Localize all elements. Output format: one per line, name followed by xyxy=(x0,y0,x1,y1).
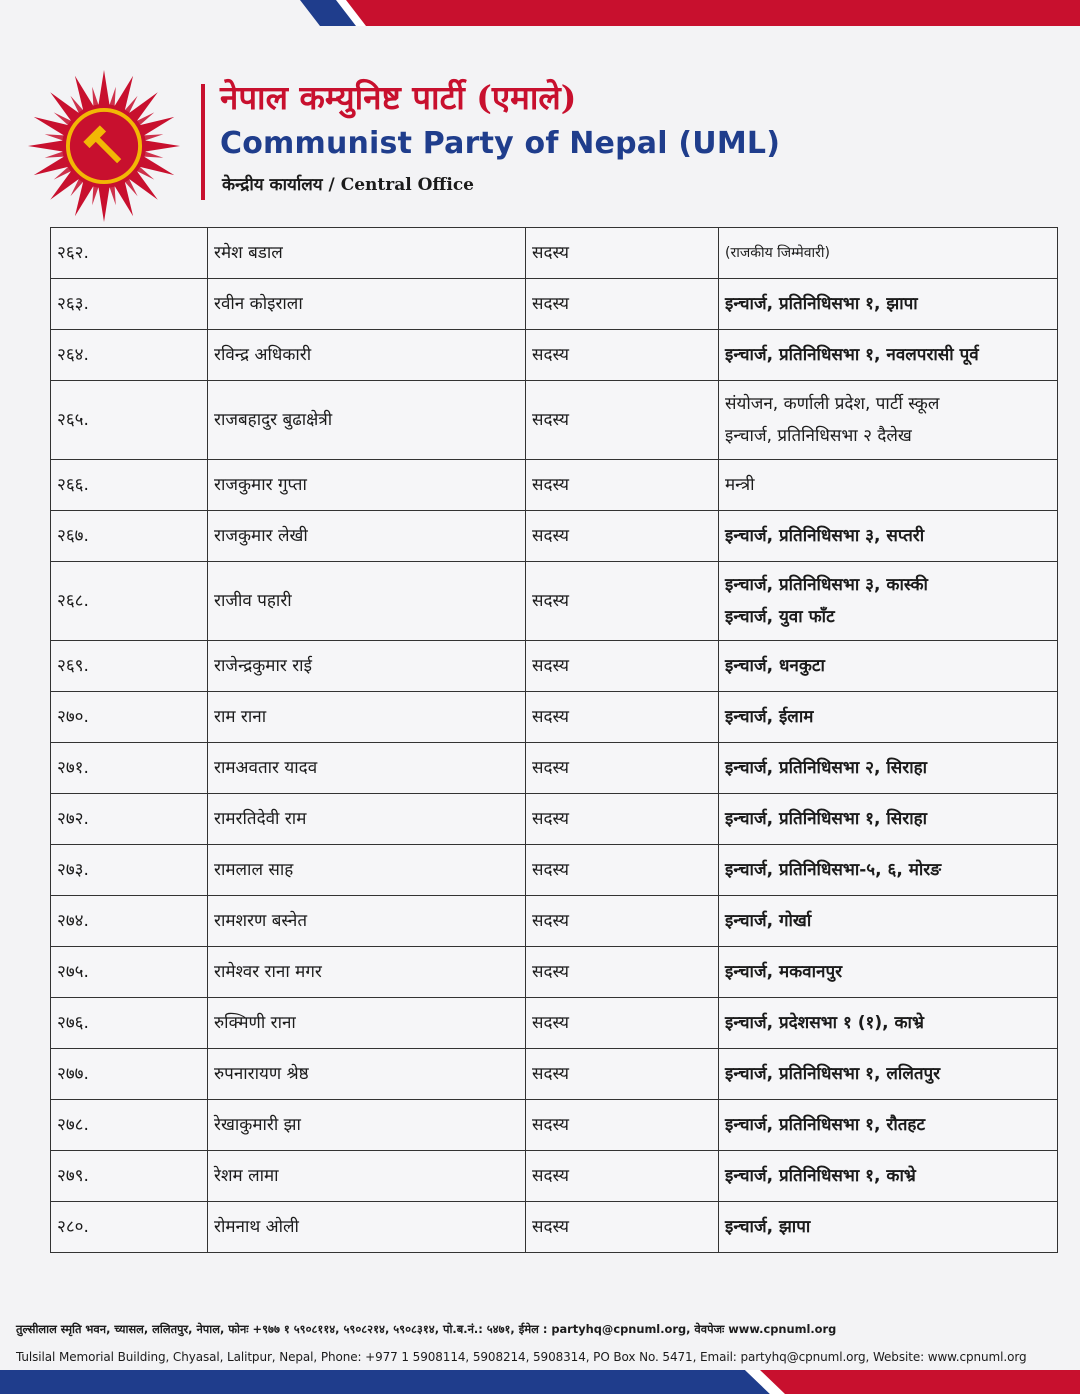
serial-number: २६८. xyxy=(51,562,208,641)
table-row xyxy=(51,896,1058,947)
party-name-english: Communist Party of Nepal (UML) xyxy=(220,126,781,161)
serial-number: २७२. xyxy=(51,794,208,845)
member-name: रामरतिदेवी राम xyxy=(208,794,526,845)
member-responsibility xyxy=(719,330,1058,381)
member-responsibility xyxy=(719,460,1058,511)
responsibility-line: इन्चार्ज, प्रतिनिधिसभा १, सिराहा xyxy=(725,809,928,829)
member-position: सदस्य xyxy=(526,460,719,511)
responsibility-line: इन्चार्ज, धनकुटा xyxy=(725,656,825,676)
member-position: सदस्य xyxy=(526,381,719,460)
member-name: रुक्मिणी राना xyxy=(208,998,526,1049)
member-responsibility xyxy=(719,896,1058,947)
office-label-english: Central Office xyxy=(340,175,474,195)
responsibility-line: इन्चार्ज, प्रतिनिधिसभा ३, सप्तरी xyxy=(725,526,925,546)
responsibility-line: इन्चार्ज, प्रतिनिधिसभा १, ललितपुर xyxy=(725,1064,941,1084)
member-responsibility xyxy=(719,1151,1058,1202)
serial-number: २७३. xyxy=(51,845,208,896)
serial-number: २७५. xyxy=(51,947,208,998)
member-name: रोमनाथ ओली xyxy=(208,1202,526,1253)
serial-number: २७९. xyxy=(51,1151,208,1202)
responsibility-line: इन्चार्ज, प्रतिनिधिसभा १, काभ्रे xyxy=(725,1166,916,1186)
member-name: राम राना xyxy=(208,692,526,743)
letterhead xyxy=(0,60,1080,220)
responsibility-line: इन्चार्ज, गोर्खा xyxy=(725,911,812,931)
bottom-stripes xyxy=(0,1370,1080,1394)
serial-number: २८०. xyxy=(51,1202,208,1253)
table-row xyxy=(51,381,1058,460)
serial-number: २७४. xyxy=(51,896,208,947)
member-position: सदस्य xyxy=(526,511,719,562)
member-name: रमेश बडाल xyxy=(208,228,526,279)
member-responsibility xyxy=(719,641,1058,692)
responsibility-line: इन्चार्ज, मकवानपुर xyxy=(725,962,843,982)
office-label-separator: / xyxy=(322,175,341,195)
responsibility-line: इन्चार्ज, प्रतिनिधिसभा ३, कास्की xyxy=(725,575,928,595)
table-row xyxy=(51,845,1058,896)
member-responsibility xyxy=(719,562,1058,641)
member-name: राजकुमार गुप्ता xyxy=(208,460,526,511)
member-position: सदस्य xyxy=(526,743,719,794)
member-position: सदस्य xyxy=(526,1151,719,1202)
responsibility-line: मन्त्री xyxy=(725,475,755,495)
table-row xyxy=(51,228,1058,279)
member-position: सदस्य xyxy=(526,1100,719,1151)
member-name: रेशम लामा xyxy=(208,1151,526,1202)
responsibility-line: (राजकीय जिम्मेवारी) xyxy=(725,245,830,261)
member-position: सदस्य xyxy=(526,947,719,998)
serial-number: २६९. xyxy=(51,641,208,692)
member-responsibility xyxy=(719,1202,1058,1253)
member-name: राजकुमार लेखी xyxy=(208,511,526,562)
table-row xyxy=(51,1049,1058,1100)
table-row xyxy=(51,1151,1058,1202)
responsibility-line: इन्चार्ज, प्रतिनिधिसभा २, सिराहा xyxy=(725,758,928,778)
serial-number: २७८. xyxy=(51,1100,208,1151)
member-responsibility xyxy=(719,279,1058,330)
member-name: राजेन्द्रकुमार राई xyxy=(208,641,526,692)
member-responsibility xyxy=(719,845,1058,896)
member-name: रविन्द्र अधिकारी xyxy=(208,330,526,381)
responsibility-line: इन्चार्ज, प्रतिनिधिसभा २ दैलेख xyxy=(725,426,912,446)
footer-address-nepali: तुल्सीलाल स्मृति भवन, च्यासल, ललितपुर, नेपाल, फोनः +९७७ १ ५९०८११४, ५९०८२१४, ५९०८३१४, पो.ब.नं.: ५४७१, ईमेल : partyhq@cpnuml.org, वेवपेजः www.cpnuml.org xyxy=(16,1322,837,1336)
responsibility-line: इन्चार्ज, प्रतिनिधिसभा-५, ६, मोरङ xyxy=(725,860,942,880)
member-name: राजबहादुर बुढाक्षेत्री xyxy=(208,381,526,460)
member-table xyxy=(50,227,1058,1253)
serial-number: २७०. xyxy=(51,692,208,743)
responsibility-line: इन्चार्ज, प्रदेशसभा १ (१), काभ्रे xyxy=(725,1013,924,1033)
member-responsibility xyxy=(719,511,1058,562)
serial-number: २६५. xyxy=(51,381,208,460)
member-responsibility xyxy=(719,692,1058,743)
serial-number: २६६. xyxy=(51,460,208,511)
header-divider xyxy=(201,84,205,200)
responsibility-line: इन्चार्ज, झापा xyxy=(725,1217,811,1237)
member-position: सदस्य xyxy=(526,794,719,845)
member-responsibility xyxy=(719,381,1058,460)
member-position: सदस्य xyxy=(526,562,719,641)
member-position: सदस्य xyxy=(526,641,719,692)
serial-number: २७१. xyxy=(51,743,208,794)
table-row xyxy=(51,641,1058,692)
table-row xyxy=(51,460,1058,511)
serial-number: २६२. xyxy=(51,228,208,279)
member-name: राजीव पहारी xyxy=(208,562,526,641)
serial-number: २६७. xyxy=(51,511,208,562)
member-position: सदस्य xyxy=(526,1202,719,1253)
member-responsibility xyxy=(719,228,1058,279)
table-row xyxy=(51,998,1058,1049)
member-position: सदस्य xyxy=(526,279,719,330)
serial-number: २७७. xyxy=(51,1049,208,1100)
member-position: सदस्य xyxy=(526,228,719,279)
member-responsibility xyxy=(719,947,1058,998)
serial-number: २६४. xyxy=(51,330,208,381)
member-name: रामलाल साह xyxy=(208,845,526,896)
member-name: रुपनारायण श्रेष्ठ xyxy=(208,1049,526,1100)
responsibility-line: इन्चार्ज, प्रतिनिधिसभा १, नवलपरासी पूर्व xyxy=(725,345,979,365)
member-responsibility xyxy=(719,794,1058,845)
footer-address-english: Tulsilal Memorial Building, Chyasal, Lalitpur, Nepal, Phone: +977 1 5908114, 5908214, 5908314, PO Box No. 5471, Email: partyhq@cpnuml.org, Website: www.cpnuml.org xyxy=(16,1350,1027,1364)
top-corner-stripes xyxy=(300,0,1080,26)
member-position: सदस्य xyxy=(526,896,719,947)
table-row xyxy=(51,947,1058,998)
member-position: सदस्य xyxy=(526,330,719,381)
member-name: रामअवतार यादव xyxy=(208,743,526,794)
member-name: रवीन कोइराला xyxy=(208,279,526,330)
responsibility-line: संयोजन, कर्णाली प्रदेश, पार्टी स्कूल xyxy=(725,394,940,414)
table-row xyxy=(51,1100,1058,1151)
member-position: सदस्य xyxy=(526,998,719,1049)
hammer-sickle-star-emblem xyxy=(26,68,182,224)
responsibility-line: इन्चार्ज, प्रतिनिधिसभा १, झापा xyxy=(725,294,918,314)
member-position: सदस्य xyxy=(526,1049,719,1100)
member-position: सदस्य xyxy=(526,845,719,896)
serial-number: २७६. xyxy=(51,998,208,1049)
table-row xyxy=(51,794,1058,845)
table-row xyxy=(51,511,1058,562)
member-responsibility xyxy=(719,743,1058,794)
member-responsibility xyxy=(719,1049,1058,1100)
table-row xyxy=(51,562,1058,641)
responsibility-line: इन्चार्ज, प्रतिनिधिसभा १, रौतहट xyxy=(725,1115,926,1135)
responsibility-line: इन्चार्ज, युवा फाँट xyxy=(725,607,835,627)
table-row xyxy=(51,1202,1058,1253)
member-responsibility xyxy=(719,1100,1058,1151)
member-responsibility xyxy=(719,998,1058,1049)
member-name: रामेश्वर राना मगर xyxy=(208,947,526,998)
member-name: रेखाकुमारी झा xyxy=(208,1100,526,1151)
responsibility-line: इन्चार्ज, ईलाम xyxy=(725,707,814,727)
party-name-nepali: नेपाल कम्युनिष्ट पार्टी (एमाले) xyxy=(220,78,577,117)
table-row xyxy=(51,743,1058,794)
member-name: रामशरण बस्नेत xyxy=(208,896,526,947)
table-row xyxy=(51,330,1058,381)
office-label-nepali: केन्द्रीय कार्यालय xyxy=(222,175,323,195)
office-label xyxy=(222,172,474,195)
table-row xyxy=(51,279,1058,330)
table-row xyxy=(51,692,1058,743)
member-position: सदस्य xyxy=(526,692,719,743)
serial-number: २६३. xyxy=(51,279,208,330)
